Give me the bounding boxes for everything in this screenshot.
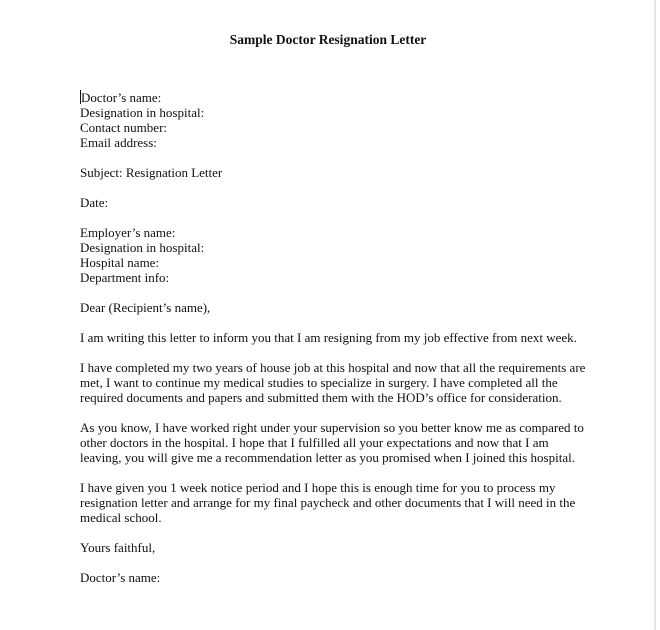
spacer (80, 180, 600, 195)
salutation: Dear (Recipient’s name), (80, 300, 211, 315)
spacer (80, 210, 600, 225)
letter-body[interactable] (80, 90, 600, 585)
document-title: Sample Doctor Resignation Letter (229, 32, 427, 47)
paragraph-4-line: resignation letter and arrange for my final paycheck and other documents that I will need in the (80, 495, 576, 510)
sender-designation: Designation in hospital: (80, 105, 205, 120)
paragraph-2-line: I have completed my two years of house job at this hospital and now that all the requirements are (80, 360, 586, 375)
paragraph-3-line: leaving, you will give me a recommendation letter as you promised when I joined this hospital. (80, 450, 575, 465)
paragraph-2-line: required documents and papers and submitted them with the HOD’s office for consideration. (80, 390, 562, 405)
spacer (80, 285, 600, 300)
paragraph-3-line: other doctors in the hospital. I hope that I fulfilled all your expectations and now that I am (80, 435, 549, 450)
spacer (80, 555, 600, 570)
sender-doctor-name: Doctor’s name: (81, 90, 162, 105)
paragraph-1-line: I am writing this letter to inform you that I am resigning from my job effective from next week. (80, 330, 577, 345)
sender-contact: Contact number: (80, 120, 168, 135)
spacer (80, 465, 600, 480)
paragraph-4-line: medical school. (80, 510, 162, 525)
employer-hospital: Hospital name: (80, 255, 160, 270)
employer-designation: Designation in hospital: (80, 240, 205, 255)
signature-doctor-name: Doctor’s name: (80, 570, 161, 585)
subject-line: Subject: Resignation Letter (80, 165, 223, 180)
paragraph-2-line: met, I want to continue my medical studies to specialize in surgery. I have completed all the (80, 375, 558, 390)
spacer (80, 405, 600, 420)
spacer (80, 345, 600, 360)
sender-email: Email address: (80, 135, 157, 150)
paragraph-3-line: As you know, I have worked right under your supervision so you better know me as compared to (80, 420, 584, 435)
sender-doctor-name-line (80, 90, 600, 105)
employer-department: Department info: (80, 270, 170, 285)
spacer (80, 315, 600, 330)
spacer (80, 150, 600, 165)
closing: Yours faithful, (80, 540, 156, 555)
date-line: Date: (80, 195, 109, 210)
paragraph-4-line: I have given you 1 week notice period and I hope this is enough time for you to process my (80, 480, 556, 495)
employer-name: Employer’s name: (80, 225, 176, 240)
spacer (80, 525, 600, 540)
